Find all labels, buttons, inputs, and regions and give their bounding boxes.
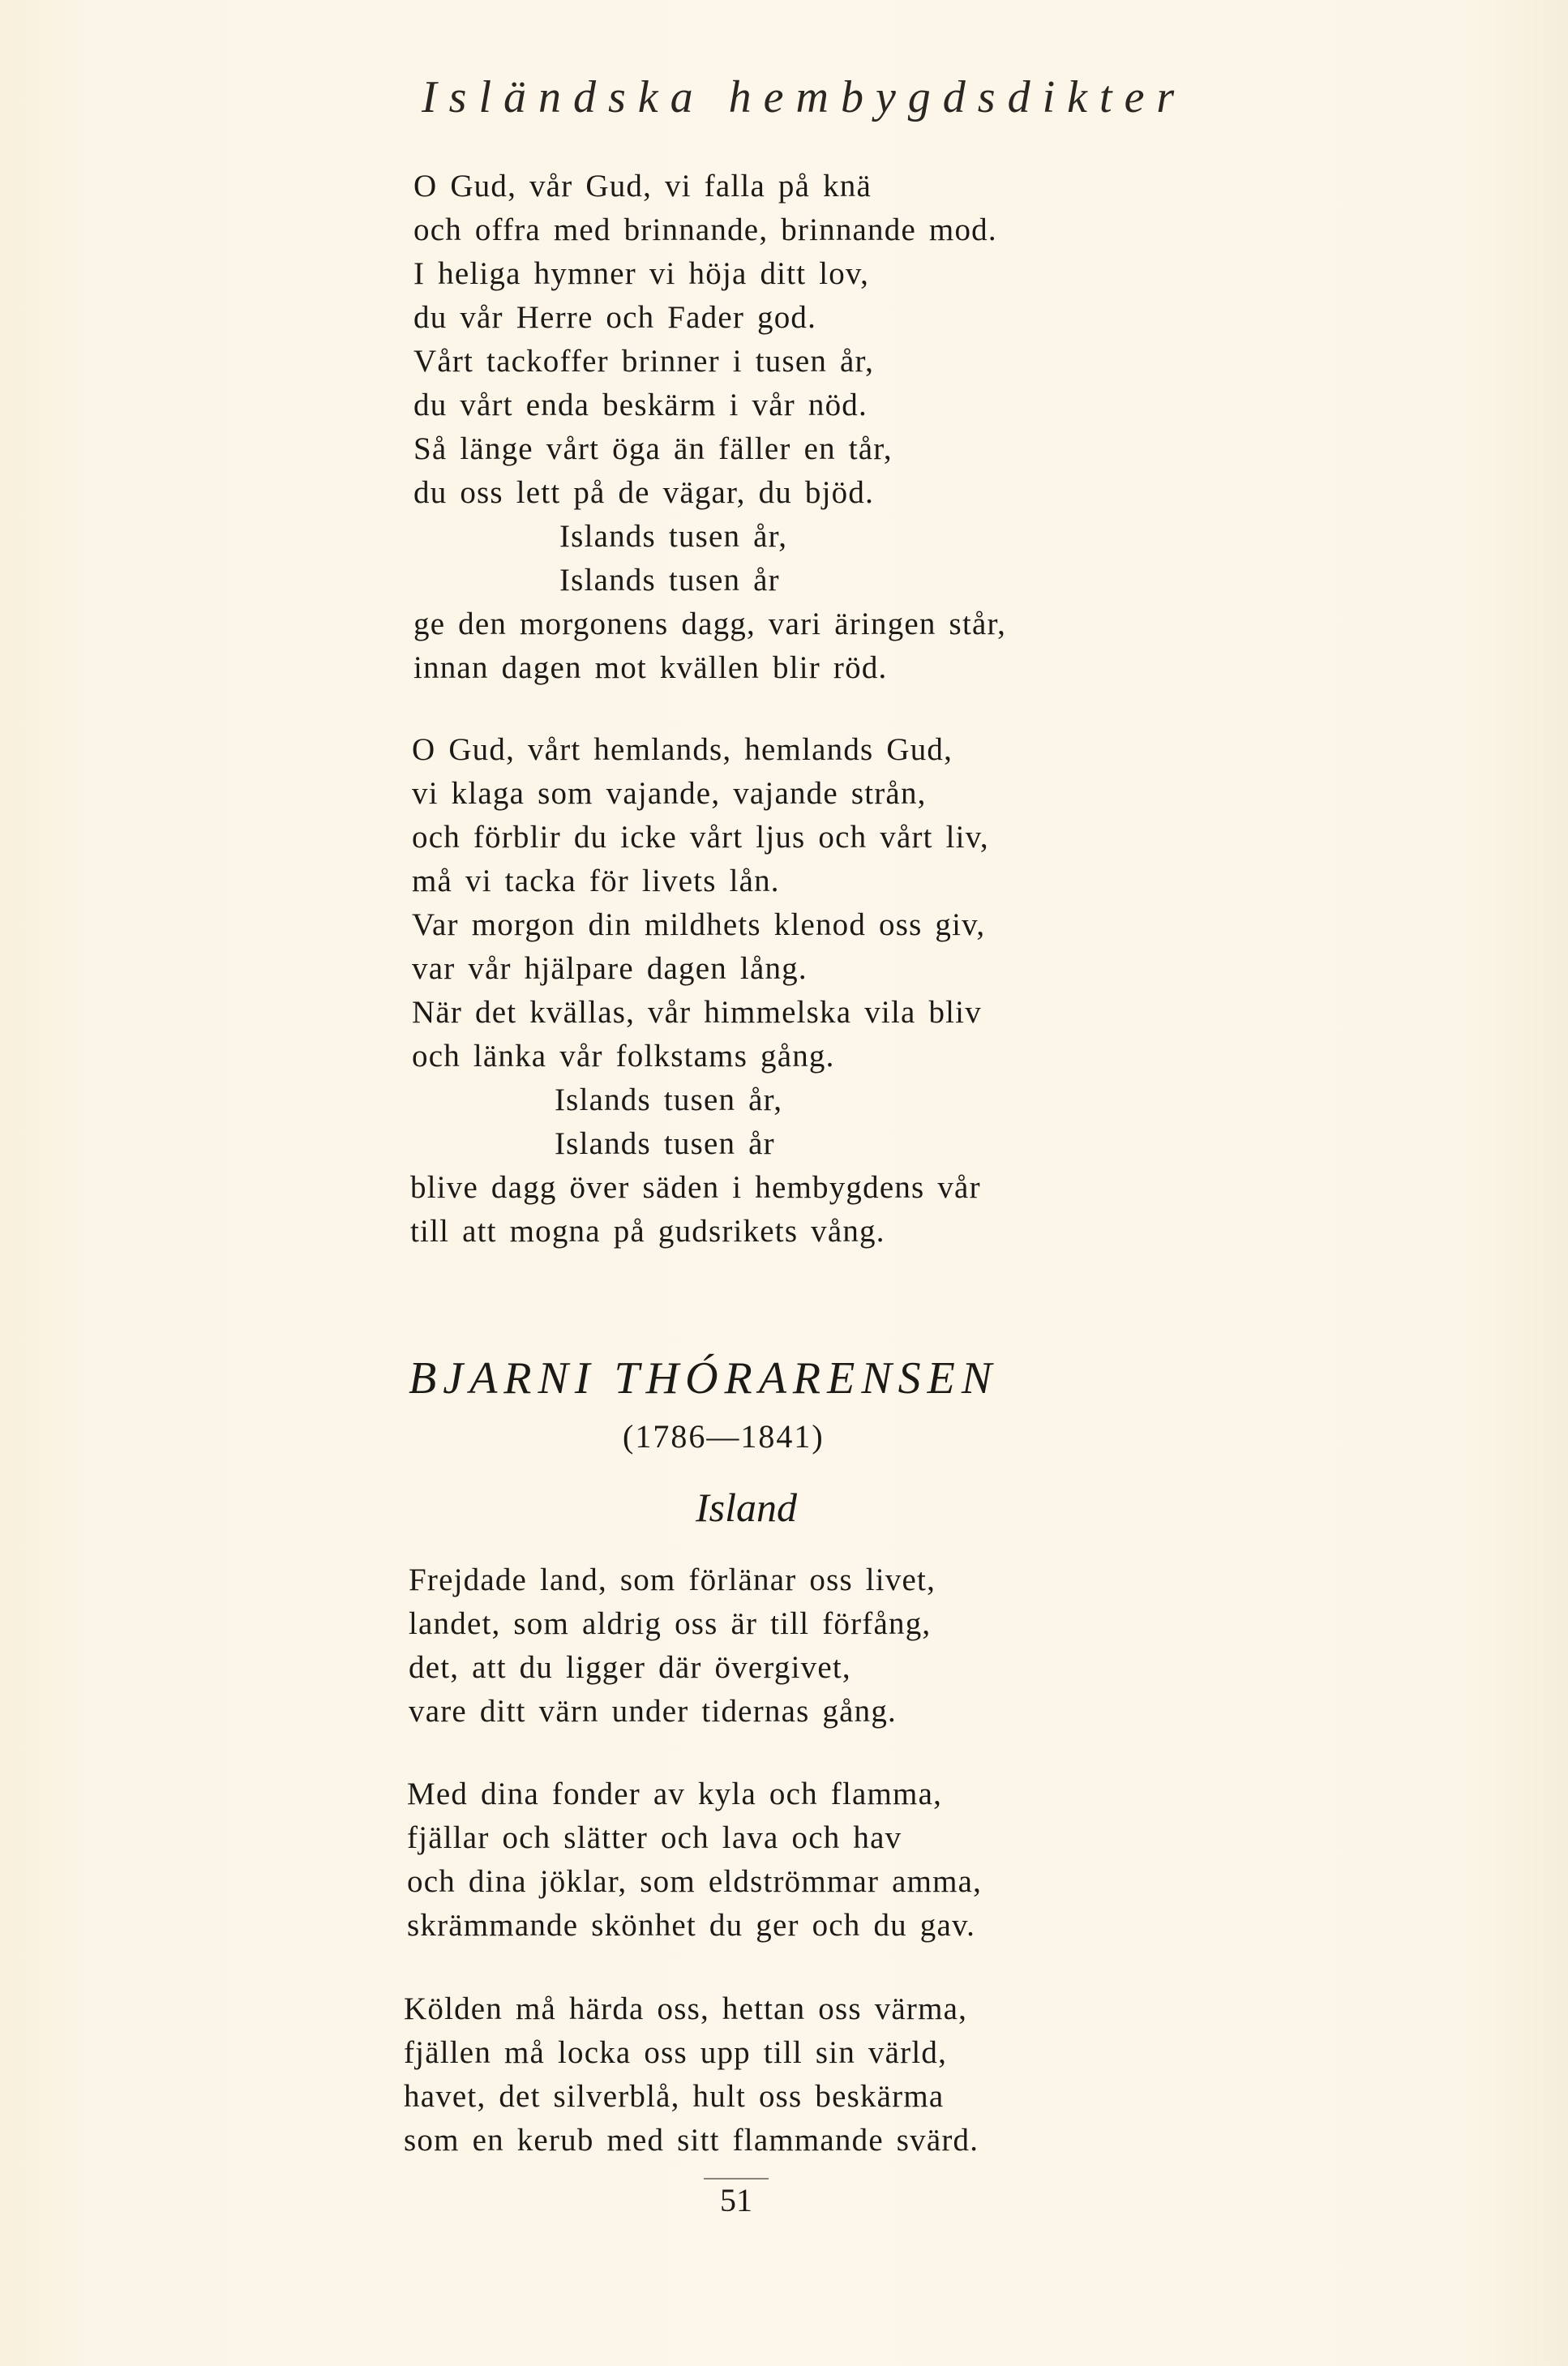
poem-title: Island	[696, 1485, 797, 1530]
refrain-line: Islands tusen år,	[555, 1082, 783, 1117]
poem-line: Med dina fonder av kyla och flamma,	[407, 1777, 943, 1811]
poem-line: var vår hjälpare dagen lång.	[412, 951, 808, 986]
author-dates: (1786—1841)	[623, 1418, 825, 1455]
poem-line: I heliga hymner vi höja ditt lov,	[413, 256, 870, 291]
poem-line: innan dagen mot kvällen blir röd.	[413, 650, 888, 685]
poem-line: O Gud, vår Gud, vi falla på knä	[413, 169, 872, 204]
poem-line: havet, det silverblå, hult oss beskärma	[404, 2079, 945, 2114]
poem-line: och länka vår folkstams gång.	[412, 1039, 835, 1074]
poem-line: du vårt enda beskärm i vår nöd.	[413, 388, 868, 422]
page-number-rule	[704, 2178, 769, 2180]
poem-line: vi klaga som vajande, vajande strån,	[412, 776, 927, 811]
refrain-line: Islands tusen år	[559, 563, 780, 598]
refrain-line: Islands tusen år,	[559, 519, 788, 554]
poem-line: du oss lett på de vägar, du bjöd.	[413, 475, 875, 510]
poem-line: som en kerub med sitt flammande svärd.	[404, 2123, 979, 2158]
poem-line: fjällen må locka oss upp till sin värld,	[404, 2035, 948, 2070]
poem-line: ge den morgonens dagg, vari äringen står,	[413, 607, 1007, 641]
poem-line: När det kvällas, vår himmelska vila bliv	[412, 995, 982, 1030]
poem-line: Frejdade land, som förlänar oss livet,	[409, 1562, 936, 1597]
poem-line: Vårt tackoffer brinner i tusen år,	[413, 344, 875, 379]
poem-line: Var morgon din mildhets klenod oss giv,	[412, 907, 986, 942]
poem-line: Så länge vårt öga än fäller en tår,	[413, 431, 893, 466]
poem-line: fjällar och slätter och lava och hav	[407, 1820, 902, 1855]
poem-line: skrämmande skönhet du ger och du gav.	[407, 1908, 976, 1943]
poem-line: du vår Herre och Fader god.	[413, 300, 817, 335]
poem-line: och offra med brinnande, brinnande mod.	[413, 212, 997, 247]
poem-line: vare ditt värn under tidernas gång.	[409, 1694, 897, 1729]
poem-line: O Gud, vårt hemlands, hemlands Gud,	[412, 732, 953, 767]
refrain-line: Islands tusen år	[555, 1126, 775, 1161]
poem-line: må vi tacka för livets lån.	[412, 864, 780, 898]
poem-line: landet, som aldrig oss är till förfång,	[409, 1606, 932, 1641]
poem-line: det, att du ligger där övergivet,	[409, 1650, 851, 1685]
poem-line: och dina jöklar, som eldströmmar amma,	[407, 1864, 983, 1899]
poem-line: till att mogna på gudsrikets vång.	[410, 1214, 885, 1249]
author-name: BJARNI THÓRARENSEN	[409, 1353, 999, 1404]
poem-line: och förblir du icke vårt ljus och vårt liv,	[412, 820, 989, 855]
poem-line: blive dagg över säden i hembygdens vår	[410, 1170, 981, 1205]
poem-line: Kölden må härda oss, hettan oss värma,	[404, 1991, 968, 2026]
running-head: Isländska hembygdsdikter	[422, 72, 1187, 122]
page-number: 51	[720, 2182, 752, 2218]
